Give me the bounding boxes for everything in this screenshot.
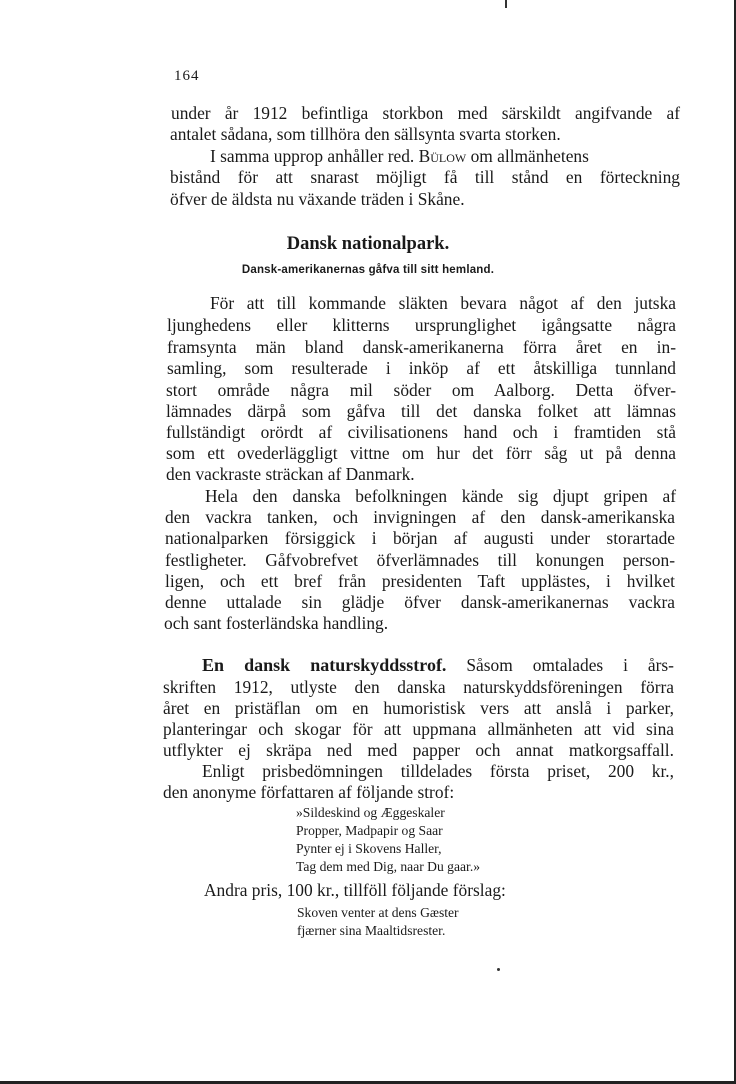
text-line xyxy=(202,655,674,675)
verse-line: fjærner sina Maaltidsrester. xyxy=(297,923,446,938)
author-name: Bülow xyxy=(418,146,467,166)
text-line: öfver de äldsta nu växande träden i Skåne. xyxy=(170,189,465,209)
text-line: Hela den danska befolkningen kände sig djupt gripen af xyxy=(205,486,676,506)
text-line: samling, som resulterade i inköp af ett åtskilliga tunnland xyxy=(167,358,676,378)
text-line: denne uttalade sin glädje öfver dansk-amerikanernas vackra xyxy=(165,592,675,612)
text-span: I samma upprop anhåller red. xyxy=(210,146,415,166)
verse-line: »Sildeskind og Æggeskaler xyxy=(296,805,445,820)
text-line: utflykter ej skräpa ned med papper och annat matkorgsaffall. xyxy=(163,740,674,760)
text-line: Enligt prisbedömningen tilldelades första priset, 200 kr., xyxy=(202,761,674,781)
text-line: som ett ovederläggligt vittne om hur det förr såg ut på denna xyxy=(166,443,676,463)
text-span: Såsom omtalades i års- xyxy=(466,655,674,675)
text-line: För att till kommande släkten bevara något af den jutska xyxy=(210,293,676,313)
text-line: ljunghedens eller klitterns ursprunglighet igångsatte några xyxy=(167,315,676,335)
text-line: planteringar och skogar för att uppmana allmänheten att vid sina xyxy=(163,719,674,739)
section-heading: Dansk nationalpark. xyxy=(286,234,450,254)
verse-line: Tag dem med Dig, naar Du gaar.» xyxy=(296,859,481,874)
text-line: antalet sådana, som tillhöra den sällsynta svarta storken. xyxy=(170,124,561,144)
text-line: stort område några mil söder om Aalborg. Detta öfver- xyxy=(166,380,676,400)
ink-speck xyxy=(497,968,500,971)
text-line: fullständigt orördt af civilisationens hand och i framtiden stå xyxy=(166,422,676,442)
text-line: ligen, och ett bref från presidenten Taft upplästes, i hvilket xyxy=(165,571,675,591)
text-line: den anonyme författaren af följande strof: xyxy=(163,782,455,802)
section-subheading: Dansk-amerikanernas gåfva till sitt hemland. xyxy=(241,264,495,276)
text-line: året en pristäflan om en humoristisk vers att anslå i parker, xyxy=(163,698,674,718)
text-line: framsynta män bland dansk-amerikanerna förra året en in- xyxy=(167,337,676,357)
verse-line: Propper, Madpapir og Saar xyxy=(296,823,443,838)
verse-line: Pynter ej i Skovens Haller, xyxy=(296,841,442,856)
text-line: och sant fosterländska handling. xyxy=(164,613,389,633)
text-line: nationalparken försiggick i början af augusti under storartade xyxy=(165,528,675,548)
page-number: 164 xyxy=(174,68,200,84)
text-line xyxy=(210,146,589,166)
section-runin-heading: En dansk naturskyddsstrof. xyxy=(202,655,447,675)
verse-line: Skoven venter at dens Gæster xyxy=(297,905,459,920)
text-span: om allmänhetens xyxy=(470,146,589,166)
text-line: festligheter. Gåfvobrefvet öfverlämnades till konungen person- xyxy=(165,550,675,570)
scan-edge-mark xyxy=(505,0,507,8)
text-line: lämnades därpå som gåfva till det danska folket att lämnas xyxy=(166,401,676,421)
text-line: under år 1912 befintliga storkbon med särskildt angifvande af xyxy=(171,103,680,123)
text-line: den vackraste sträckan af Danmark. xyxy=(166,464,415,484)
text-line: Andra pris, 100 kr., tillföll följande förslag: xyxy=(204,880,506,900)
text-line: bistånd för att snarast möjligt få till stånd en förteckning xyxy=(170,167,680,187)
text-line: den vackra tanken, och invigningen af den dansk-amerikanska xyxy=(165,507,675,527)
text-line: skriften 1912, utlyste den danska naturskyddsföreningen förra xyxy=(163,677,674,697)
